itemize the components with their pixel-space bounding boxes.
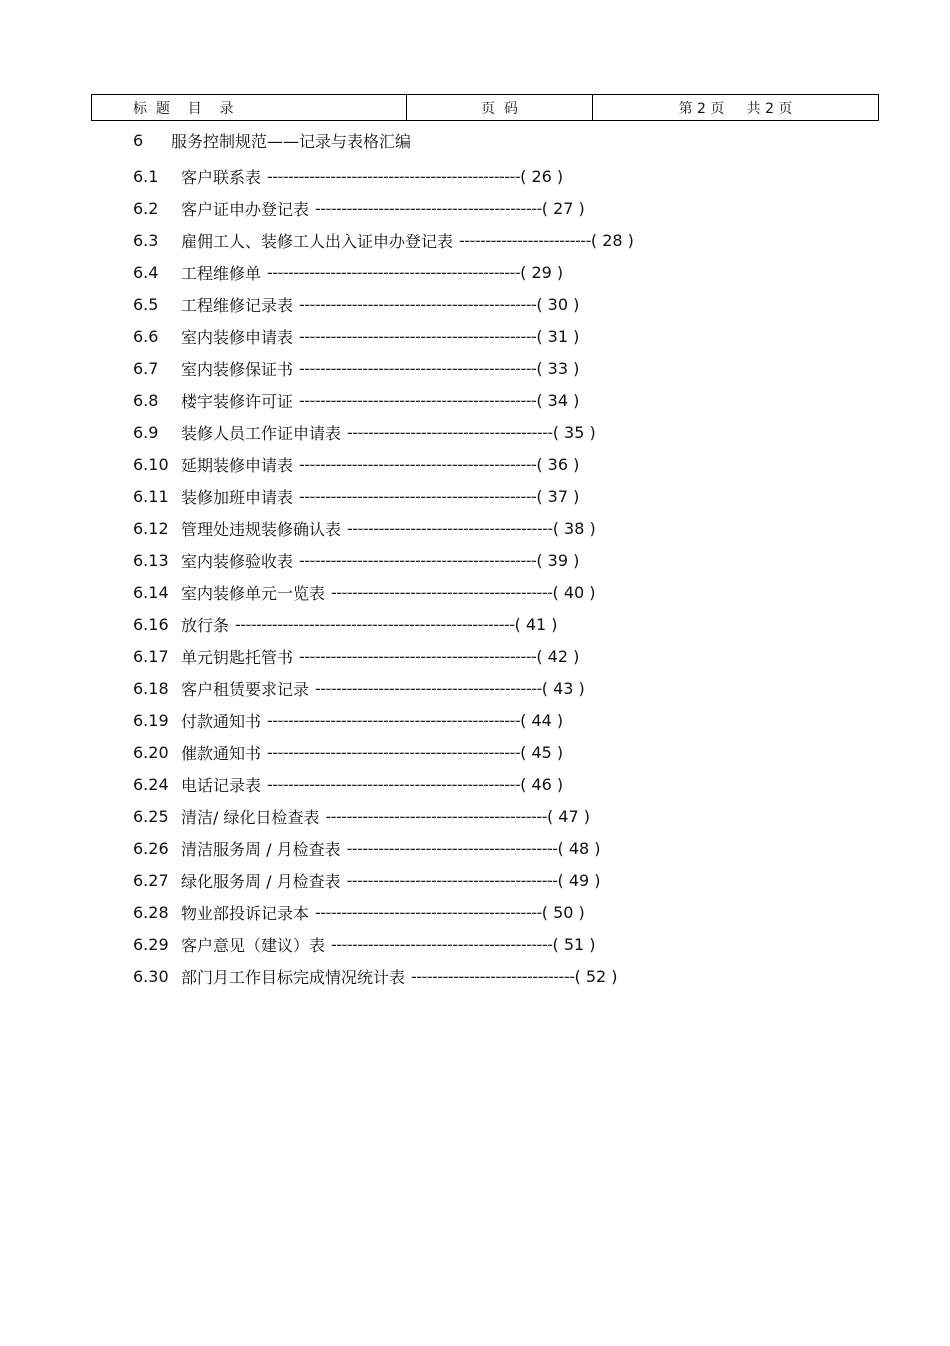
toc-entry[interactable] — [133, 736, 853, 768]
toc-entry-number: 6.9 — [133, 422, 159, 442]
header-table — [91, 94, 879, 121]
toc-entry-number: 6.4 — [133, 262, 159, 282]
header-page-number-cell — [593, 95, 878, 120]
toc-entry-number: 6.3 — [133, 230, 159, 250]
toc-entry-number: 6.8 — [133, 390, 159, 410]
toc-entry-number: 6.29 — [133, 934, 169, 954]
toc-entry-number: 6.27 — [133, 870, 169, 890]
toc-entry-page: ( 45 ) — [520, 742, 564, 762]
toc-entry-title: 单元钥匙托管书 — [181, 647, 294, 667]
toc-entry-leader: --------------------------------------------- — [299, 550, 537, 570]
toc-entry-number: 6.19 — [133, 710, 169, 730]
toc-entry-page: ( 42 ) — [536, 646, 580, 666]
toc-entry-leader: --------------------------------------------- — [299, 454, 537, 474]
toc-entry[interactable] — [133, 160, 853, 192]
toc-entry-page: ( 51 ) — [552, 934, 596, 954]
toc-entry-page: ( 49 ) — [557, 870, 601, 890]
toc-entry[interactable] — [133, 416, 853, 448]
toc-entry-leader: --------------------------------------------- — [299, 390, 537, 410]
toc-entry-title: 管理处违规装修确认表 — [181, 519, 342, 539]
toc-entry-title: 雇佣工人、装修工人出入证申办登记表 — [181, 231, 454, 251]
toc-entry-title: 装修人员工作证申请表 — [181, 423, 342, 443]
toc-entry-number: 6.24 — [133, 774, 169, 794]
toc-entry-leader: --------------------------------------------- — [299, 294, 537, 314]
section-heading — [133, 128, 411, 152]
toc-entry-number: 6.5 — [133, 294, 159, 314]
toc-entry[interactable] — [133, 448, 853, 480]
toc-entry-title: 工程维修记录表 — [181, 295, 294, 315]
header-title-label: 标 题 目 录 — [133, 100, 234, 117]
toc-entry[interactable] — [133, 800, 853, 832]
toc-entry-leader: ----------------------------------------------------- — [235, 614, 515, 634]
toc-entry-page: ( 28 ) — [590, 230, 634, 250]
toc-entry-page: ( 30 ) — [536, 294, 580, 314]
toc-entry-title: 客户意见（建议）表 — [181, 935, 326, 955]
toc-entry-page: ( 37 ) — [536, 486, 580, 506]
toc-entry-leader: --------------------------------------------- — [299, 358, 537, 378]
toc-entry-number: 6.16 — [133, 614, 169, 634]
toc-entry-number: 6.25 — [133, 806, 169, 826]
toc-entry-page: ( 26 ) — [520, 166, 564, 186]
toc-entry-title: 清洁/ 绿化日检查表 — [181, 807, 320, 827]
toc-entry-page: ( 35 ) — [552, 422, 596, 442]
toc-entry-number: 6.14 — [133, 582, 169, 602]
toc-entry-number: 6.30 — [133, 966, 169, 986]
toc-entry-page: ( 31 ) — [536, 326, 580, 346]
toc-entry-leader: --------------------------------------------- — [299, 646, 537, 666]
toc-entry-leader: ------------------------------------------------ — [267, 710, 521, 730]
toc-entry-leader: ------------------------------------------------ — [267, 166, 521, 186]
toc-entry[interactable] — [133, 928, 853, 960]
header-page-label: 页 码 — [481, 100, 518, 117]
toc-entry-title: 装修加班申请表 — [181, 487, 294, 507]
toc-entry-title: 工程维修单 — [181, 263, 262, 283]
toc-entry[interactable] — [133, 256, 853, 288]
toc-entry-page: ( 43 ) — [541, 678, 585, 698]
toc-entry-number: 6.1 — [133, 166, 159, 186]
toc-entry-number: 6.13 — [133, 550, 169, 570]
toc-entry-page: ( 27 ) — [541, 198, 585, 218]
toc-list — [133, 160, 853, 992]
toc-entry[interactable] — [133, 352, 853, 384]
toc-entry-title: 客户证申办登记表 — [181, 199, 310, 219]
toc-entry[interactable] — [133, 832, 853, 864]
header-page-number: 第 2 页 共 2 页 — [678, 100, 793, 117]
toc-entry-title: 延期装修申请表 — [181, 455, 294, 475]
toc-entry-number: 6.18 — [133, 678, 169, 698]
toc-entry-number: 6.28 — [133, 902, 169, 922]
toc-entry[interactable] — [133, 512, 853, 544]
header-title-cell — [92, 95, 407, 120]
toc-entry-leader: ------------------------------------------ — [331, 934, 553, 954]
toc-entry[interactable] — [133, 480, 853, 512]
toc-entry-number: 6.11 — [133, 486, 169, 506]
toc-entry-leader: ------------------------------------------- — [315, 902, 542, 922]
toc-entry-leader: ---------------------------------------- — [346, 838, 558, 858]
toc-entry-leader: --------------------------------------- — [347, 518, 553, 538]
toc-entry-leader: ------------------------------------------------ — [267, 774, 521, 794]
header-page-label-cell — [407, 95, 593, 120]
toc-entry-number: 6.17 — [133, 646, 169, 666]
toc-entry-page: ( 41 ) — [514, 614, 558, 634]
toc-entry-title: 室内装修验收表 — [181, 551, 294, 571]
toc-entry-page: ( 47 ) — [546, 806, 590, 826]
toc-entry[interactable] — [133, 544, 853, 576]
toc-entry[interactable] — [133, 864, 853, 896]
toc-entry-page: ( 46 ) — [520, 774, 564, 794]
toc-entry-page: ( 52 ) — [574, 966, 618, 986]
toc-entry-title: 付款通知书 — [181, 711, 262, 731]
toc-entry[interactable] — [133, 768, 853, 800]
toc-entry-title: 室内装修申请表 — [181, 327, 294, 347]
toc-entry[interactable] — [133, 576, 853, 608]
toc-entry-page: ( 38 ) — [552, 518, 596, 538]
toc-entry-number: 6.2 — [133, 198, 159, 218]
toc-entry-number: 6.7 — [133, 358, 159, 378]
toc-entry-leader: ------------------------------------------- — [315, 198, 542, 218]
toc-entry-leader: ------------------------------------------ — [331, 582, 553, 602]
toc-entry[interactable] — [133, 384, 853, 416]
toc-entry-title: 电话记录表 — [181, 775, 262, 795]
toc-entry-page: ( 36 ) — [536, 454, 580, 474]
toc-entry-leader: ------------------------------------------- — [315, 678, 542, 698]
toc-entry-leader: --------------------------------------- — [347, 422, 553, 442]
toc-entry[interactable] — [133, 672, 853, 704]
toc-entry-leader: --------------------------------------------- — [299, 326, 537, 346]
toc-entry[interactable] — [133, 288, 853, 320]
toc-entry-title: 催款通知书 — [181, 743, 262, 763]
toc-entry-leader: ------------------------------------------ — [325, 806, 547, 826]
toc-entry-title: 室内装修单元一览表 — [181, 583, 326, 603]
toc-entry-page: ( 34 ) — [536, 390, 580, 410]
toc-entry-page: ( 44 ) — [520, 710, 564, 730]
toc-entry-number: 6.12 — [133, 518, 169, 538]
toc-entry[interactable] — [133, 320, 853, 352]
toc-entry-title: 放行条 — [181, 615, 230, 635]
toc-entry-page: ( 33 ) — [536, 358, 580, 378]
toc-entry-title: 室内装修保证书 — [181, 359, 294, 379]
toc-entry-leader: --------------------------------------------- — [299, 486, 537, 506]
toc-entry-title: 楼宇装修许可证 — [181, 391, 294, 411]
toc-entry-leader: ------------------------- — [459, 230, 591, 250]
toc-entry-leader: ------------------------------------------------ — [267, 742, 521, 762]
toc-entry-number: 6.26 — [133, 838, 169, 858]
toc-entry-leader: ------------------------------------------------ — [267, 262, 521, 282]
toc-entry-number: 6.10 — [133, 454, 169, 474]
toc-entry[interactable] — [133, 640, 853, 672]
toc-entry-number: 6.6 — [133, 326, 159, 346]
toc-entry-page: ( 50 ) — [541, 902, 585, 922]
toc-entry-page: ( 39 ) — [536, 550, 580, 570]
section-title: 服务控制规范——记录与表格汇编 — [171, 131, 412, 151]
toc-entry-title: 绿化服务周 / 月检查表 — [181, 871, 341, 891]
toc-entry-page: ( 29 ) — [520, 262, 564, 282]
toc-entry-title: 客户租赁要求记录 — [181, 679, 310, 699]
section-number: 6 — [133, 130, 144, 150]
toc-entry-page: ( 48 ) — [557, 838, 601, 858]
toc-entry[interactable] — [133, 224, 853, 256]
toc-entry-number: 6.20 — [133, 742, 169, 762]
toc-entry[interactable] — [133, 192, 853, 224]
toc-entry-title: 清洁服务周 / 月检查表 — [181, 839, 341, 859]
toc-entry-title: 部门月工作目标完成情况统计表 — [181, 967, 406, 987]
toc-entry-title: 客户联系表 — [181, 167, 262, 187]
toc-entry[interactable] — [133, 704, 853, 736]
toc-entry-title: 物业部投诉记录本 — [181, 903, 310, 923]
toc-entry-leader: ---------------------------------------- — [346, 870, 558, 890]
toc-entry-page: ( 40 ) — [552, 582, 596, 602]
toc-entry[interactable] — [133, 608, 853, 640]
toc-entry[interactable] — [133, 960, 853, 992]
toc-entry[interactable] — [133, 896, 853, 928]
toc-entry-leader: ------------------------------- — [411, 966, 575, 986]
